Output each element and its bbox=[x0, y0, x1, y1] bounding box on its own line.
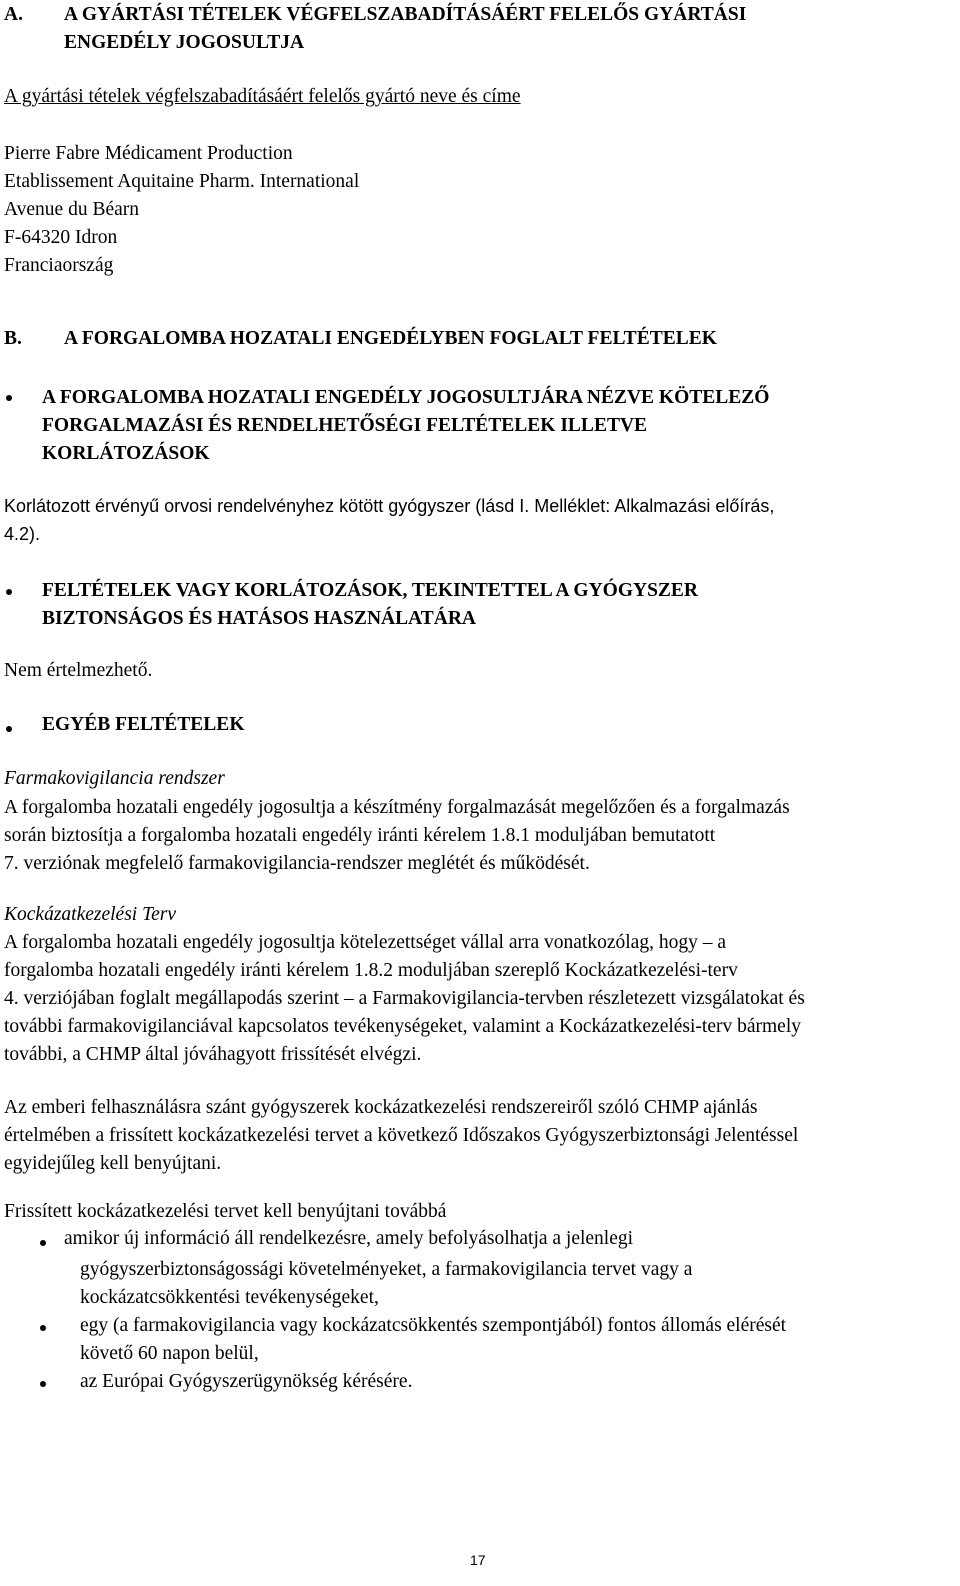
list-item-3: az Európai Gyógyszerügynökség kérésére. bbox=[80, 1371, 413, 1392]
update-list-intro: Frissített kockázatkezelési tervet kell benyújtani továbbá bbox=[4, 1201, 447, 1222]
item1-body: Korlátozott érvényű orvosi rendelvényhez kötött gyógyszer (lásd I. Melléklet: Alkalmazási előírás, 4.2). bbox=[4, 496, 775, 544]
item2-body: Nem értelmezhető. bbox=[4, 660, 153, 681]
list-item-2: egy (a farmakovigilancia vagy kockázatcsökkentés szempontjából) fontos állomás elérését követő 60 napon belül, bbox=[80, 1315, 787, 1364]
manufacturer-subheading: A gyártási tételek végfelszabadításáért felelős gyártó neve és címe bbox=[4, 86, 521, 107]
item3-title: EGYÉB FELTÉTELEK bbox=[42, 714, 245, 735]
risk-plan-text: A forgalomba hozatali engedély jogosultja kötelezettséget vállal arra vonatkozólag, hogy – a forgalomba hozatali engedély iránti kérelem 1.8.2 moduljában szereplő Kockázatkezelési-terv 4. verziójában foglalt megállapodás szerint – a Farmakovigilancia-tervben részletezett vizsgálatokat és további farmakovigilanciával kapcsolatos tevékenységeket, valamint a Kockázatkezelési-terv bármely további, a CHMP által jóváhagyott frissítését elvégzi. bbox=[4, 932, 805, 1065]
bullet-icon bbox=[40, 1240, 46, 1246]
address-line: F-64320 Idron bbox=[4, 227, 118, 248]
section-a-heading-line1: A GYÁRTÁSI TÉTELEK VÉGFELSZABADÍTÁSÁÉRT FELELŐS GYÁRTÁSI bbox=[64, 4, 747, 25]
bullet-icon bbox=[6, 395, 12, 401]
item1-title: A FORGALOMBA HOZATALI ENGEDÉLY JOGOSULTJÁRA NÉZVE KÖTELEZŐ FORGALMAZÁSI ÉS RENDELHETŐSÉGI FELTÉTELEK ILLETVE KORLÁTOZÁSOK bbox=[42, 387, 770, 464]
pharmacovigilance-text: A forgalomba hozatali engedély jogosultja a készítmény forgalmazását megelőzően és a forgalmazás során biztosítja a forgalomba hozatali engedély iránti kérelem 1.8.1 moduljában bemutatott 7. verziónak megfelelő farmakovigilancia-rendszer meglétét és működését. bbox=[4, 797, 790, 874]
list-item-1-line1: amikor új információ áll rendelkezésre, amely befolyásolhatja a jelenlegi bbox=[64, 1228, 634, 1249]
manufacturer-address bbox=[4, 140, 944, 280]
bullet-icon bbox=[40, 1381, 46, 1387]
bullet-icon bbox=[6, 726, 12, 732]
list-item-1-continuation: gyógyszerbiztonságossági követelményeket, a farmakovigilancia tervet vagy a kockázatcsökkentési tevékenységeket, bbox=[80, 1259, 693, 1308]
bullet-icon bbox=[6, 589, 12, 595]
address-line: Pierre Fabre Médicament Production bbox=[4, 143, 293, 164]
address-line: Avenue du Béarn bbox=[4, 199, 140, 220]
section-a-heading-line2: ENGEDÉLY JOGOSULTJA bbox=[64, 32, 305, 53]
risk-plan-heading: Kockázatkezelési Terv bbox=[4, 904, 177, 925]
pharmacovigilance-heading: Farmakovigilancia rendszer bbox=[4, 768, 225, 789]
page-number: 17 bbox=[470, 1552, 486, 1568]
address-line: Etablissement Aquitaine Pharm. International bbox=[4, 171, 360, 192]
chmp-paragraph: Az emberi felhasználásra szánt gyógyszerek kockázatkezelési rendszereiről szóló CHMP ajánlás értelmében a frissített kockázatkezelési tervet a következő Időszakos Gyógyszerbiztonsági Jelentéssel egyidejűleg kell benyújtani. bbox=[4, 1097, 799, 1174]
address-line: Franciaország bbox=[4, 255, 114, 276]
item2-title: FELTÉTELEK VAGY KORLÁTOZÁSOK, TEKINTETTEL A GYÓGYSZER BIZTONSÁGOS ÉS HATÁSOS HASZNÁLATÁRA bbox=[42, 580, 699, 629]
bullet-icon bbox=[40, 1325, 46, 1331]
section-b-marker: B. bbox=[4, 328, 22, 349]
section-b-heading: A FORGALOMBA HOZATALI ENGEDÉLYBEN FOGLALT FELTÉTELEK bbox=[64, 328, 717, 349]
section-a-marker: A. bbox=[4, 4, 23, 25]
